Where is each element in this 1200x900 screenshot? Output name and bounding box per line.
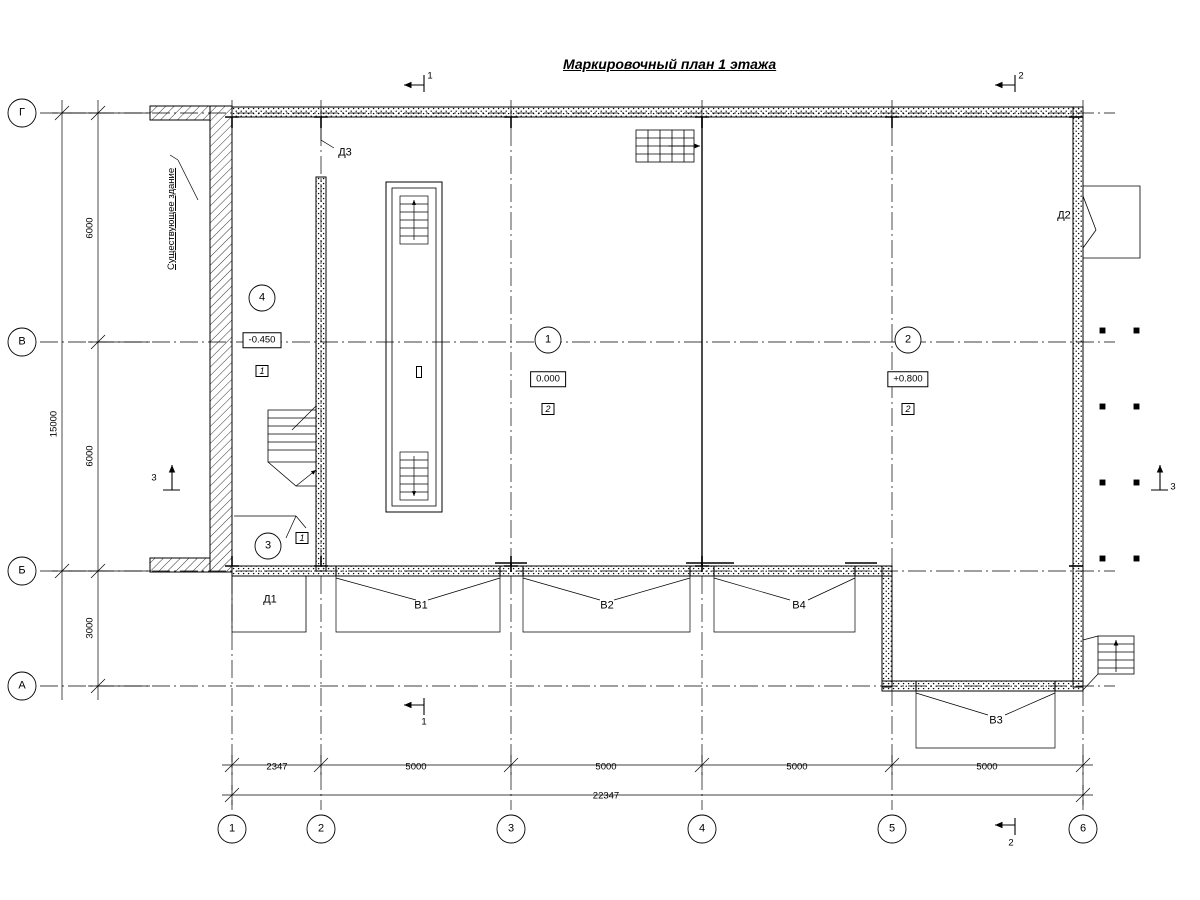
window-label-v3: В3 [989,714,1003,727]
dim-horizontal-total: 22347 [592,790,620,802]
axis-letter-v: В [18,335,26,348]
section-mark-top-right: 2 [1018,70,1024,82]
dim-vertical-1: 6000 [84,217,96,239]
axis-number-2: 2 [317,822,325,835]
note-zone-1: 2 [541,403,554,415]
dim-horizontal-5: 5000 [976,761,998,773]
page-title: Маркировочный план 1 этажа [563,56,777,72]
zone-mark-1: 1 [544,333,552,346]
window-label-v1: В1 [414,599,428,612]
dim-vertical-2: 6000 [84,445,96,467]
section-mark-left-middle: 3 [151,472,157,484]
axis-number-5: 5 [888,822,896,835]
level-zone-2: +0.800 [887,371,928,387]
note-zone-4: 1 [255,365,268,377]
door-label-d3: Д3 [338,146,352,159]
window-label-v4: В4 [792,599,806,612]
axis-number-6: 6 [1079,822,1087,835]
dim-horizontal-3: 5000 [595,761,617,773]
note-zone-2: 2 [901,403,914,415]
axis-letter-g: Г [19,106,25,119]
section-mark-bottom-left: 1 [421,716,427,728]
zone-mark-4: 4 [258,291,266,304]
zone-mark-3: 3 [264,539,272,552]
section-mark-top-left: 1 [427,70,433,82]
axis-letter-a: А [18,679,26,692]
dim-vertical-3: 3000 [84,617,96,639]
zone-mark-2: 2 [904,333,912,346]
dim-horizontal-1: 2347 [266,761,288,773]
window-label-v2: В2 [600,599,614,612]
level-zone-4: -0.450 [243,332,282,348]
level-zone-1: 0.000 [530,371,566,387]
section-mark-right-middle: 3 [1170,481,1176,493]
existing-building-note: Существующее здание [166,167,177,270]
note-zone-3: 1 [295,532,308,544]
axis-number-3: 3 [507,822,515,835]
door-label-d2: Д2 [1057,209,1071,222]
section-mark-bottom-right: 2 [1008,837,1014,849]
door-label-d1: Д1 [263,593,277,606]
dim-horizontal-4: 5000 [786,761,808,773]
axis-number-1: 1 [228,822,236,835]
dim-horizontal-2: 5000 [405,761,427,773]
level-pit [416,366,422,378]
dim-vertical-total: 15000 [48,410,60,438]
axis-number-4: 4 [698,822,706,835]
axis-letter-b: Б [18,564,26,577]
